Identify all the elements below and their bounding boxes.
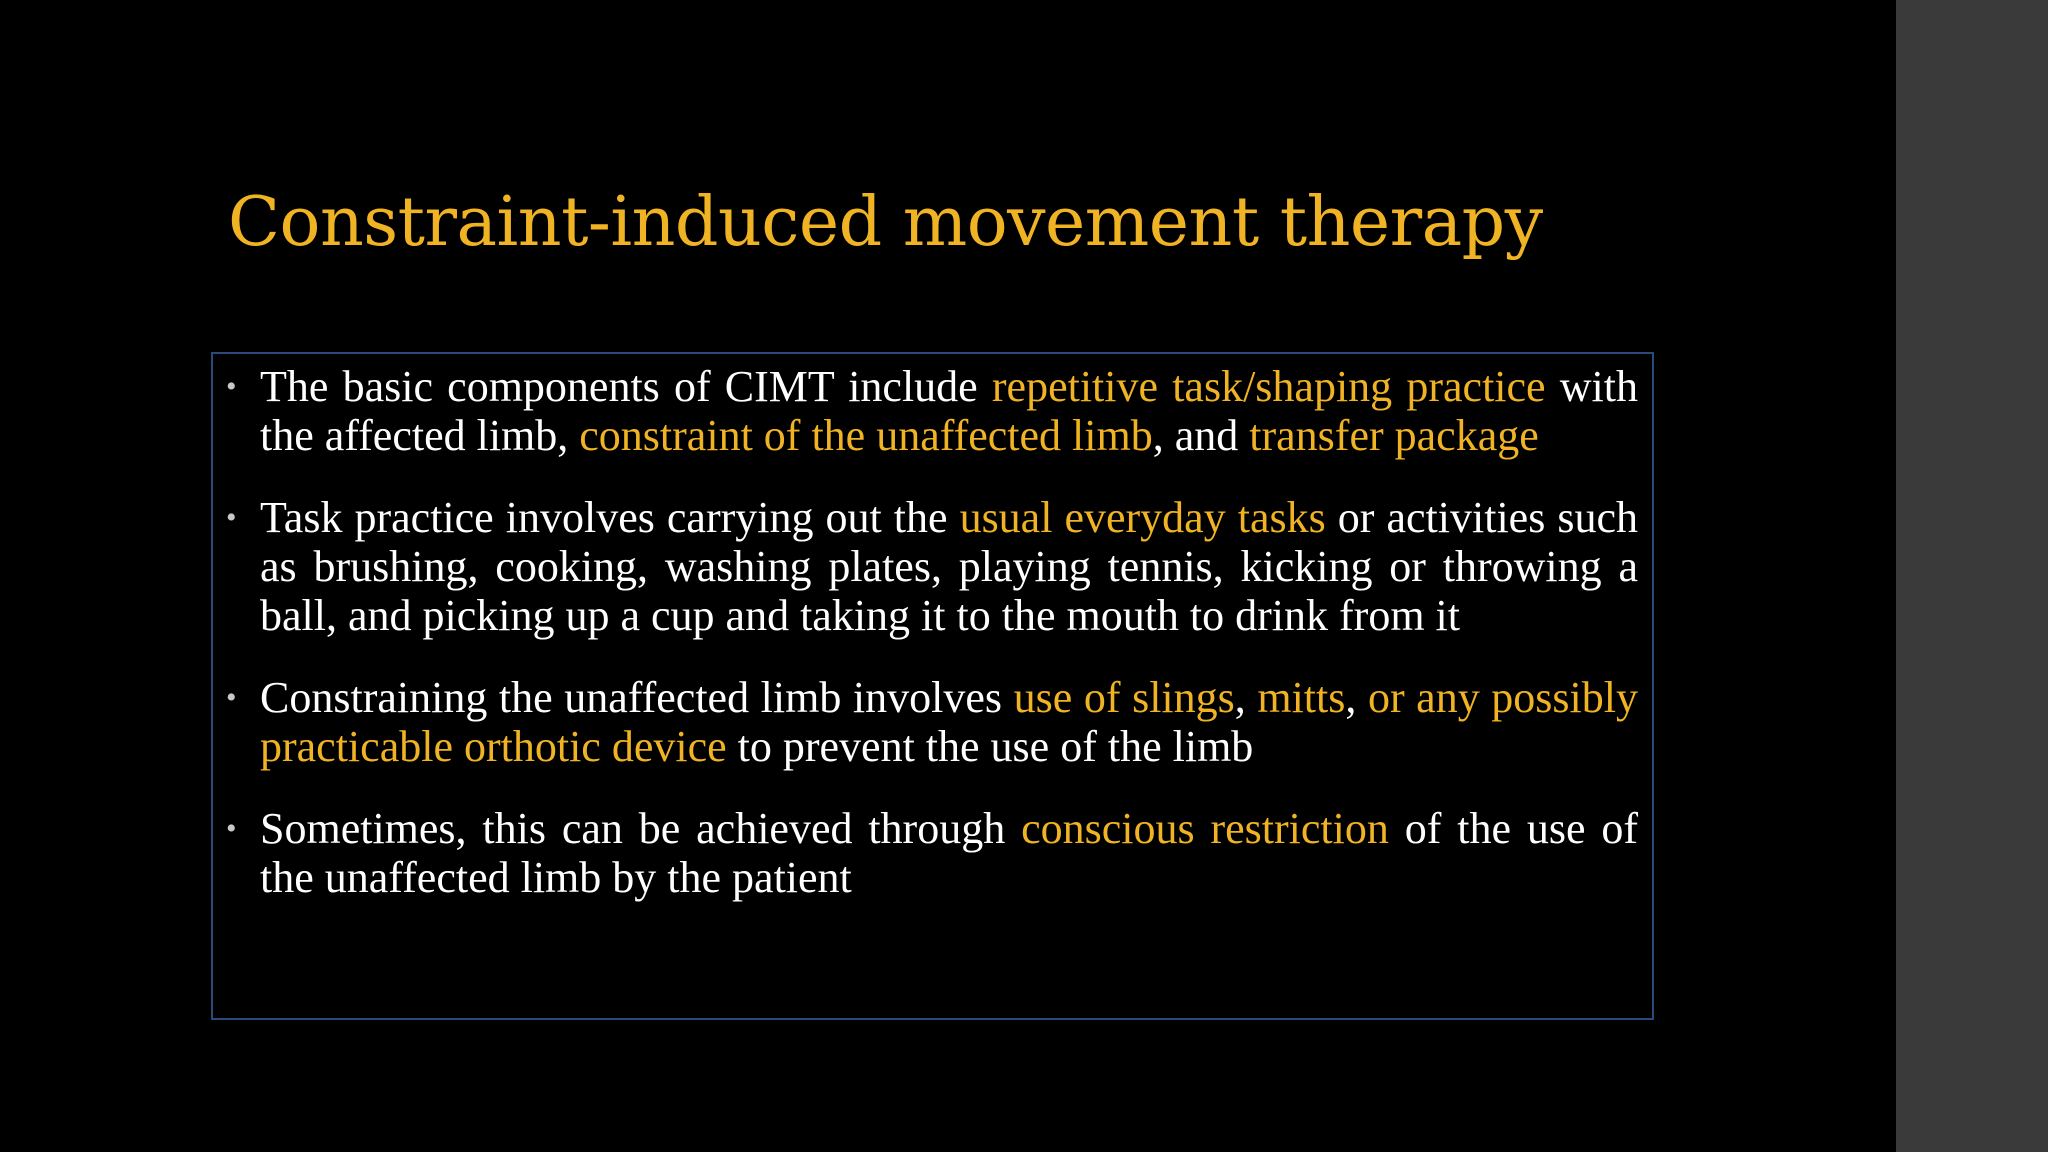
bullet-text	[260, 673, 1638, 771]
bullet-segment: to prevent the use of the limb	[726, 722, 1254, 771]
bullet-text	[260, 362, 1638, 460]
bullet-segment: Constraining the unaffected limb involves	[260, 673, 1014, 722]
highlighted-segment: use of slings	[1013, 673, 1235, 722]
highlighted-segment: mitts	[1257, 673, 1346, 722]
highlighted-segment: usual everyday tasks	[959, 493, 1326, 542]
bullet-segment: of the use of the unaffected limb by the patient	[260, 804, 1638, 902]
bullet-segment: ,	[1345, 673, 1368, 722]
side-panel	[1896, 0, 2048, 1152]
slide-title: Constraint-induced movement therapy	[228, 183, 1543, 262]
bullet-dot-icon: •	[226, 370, 237, 403]
bullet-item-constraining	[213, 673, 1638, 771]
bullet-segment: Task practice involves carrying out the	[260, 493, 960, 542]
bullet-segment: , and	[1152, 411, 1250, 460]
bullet-item-task-practice	[213, 493, 1638, 640]
content-box[interactable]	[211, 352, 1654, 1020]
bullet-segment: ,	[1234, 673, 1258, 722]
bullet-segment: or activities such as brushing, cooking, washing plates, playing tennis, kicking or throwing a ball, and picking up a cup and taking it to the mouth to drink from it	[260, 493, 1639, 640]
bullet-dot-icon: •	[226, 501, 237, 534]
bullet-dot-icon: •	[226, 681, 237, 714]
highlighted-segment: transfer package	[1249, 411, 1539, 460]
highlighted-segment: or any possibly practicable orthotic device	[260, 673, 1638, 771]
bullet-segment: with the affected limb,	[260, 362, 1638, 460]
bullet-list	[213, 362, 1638, 902]
bullet-item-restriction	[213, 804, 1638, 902]
highlighted-segment: constraint of the unaffected limb	[579, 411, 1153, 460]
bullet-text	[260, 493, 1638, 640]
bullet-dot-icon: •	[226, 812, 237, 845]
highlighted-segment: repetitive task/shaping practice	[991, 362, 1546, 411]
bullet-text	[260, 804, 1638, 902]
highlighted-segment: conscious restriction	[1021, 804, 1389, 853]
bullet-item-components	[213, 362, 1638, 460]
bullet-segment: Sometimes, this can be achieved through	[260, 804, 1022, 853]
bullet-segment: The basic components of CIMT include	[260, 362, 992, 411]
